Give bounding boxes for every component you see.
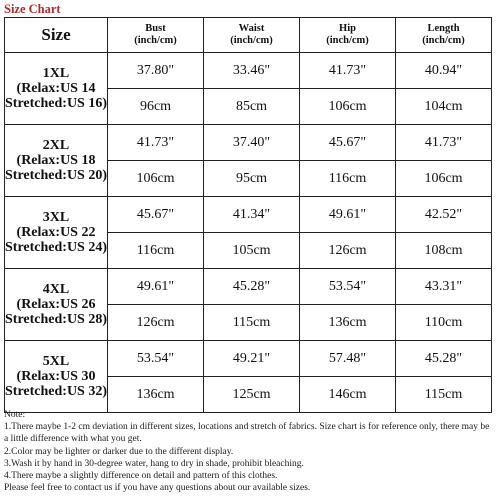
size-label-line: 4XL	[42, 282, 70, 297]
size-label-cell	[5, 341, 108, 413]
table-row-inch	[5, 125, 492, 161]
size-label-line: Stretched:US 28)	[5, 312, 108, 327]
column-header-name: Length	[427, 23, 460, 34]
size-label-line: (Relax:US 22	[16, 225, 96, 240]
table-row-inch	[5, 53, 492, 89]
measurement-cm-cell: 136cm	[300, 305, 396, 341]
measurement-cm-cell: 96cm	[108, 89, 204, 125]
size-label-cell	[5, 53, 108, 125]
size-label-line: Stretched:US 20)	[5, 168, 108, 183]
measurement-cm-cell: 85cm	[204, 89, 300, 125]
table-row-inch	[5, 341, 492, 377]
measurement-inch-cell: 49.61"	[108, 269, 204, 305]
size-label-line: Stretched:US 24)	[5, 240, 108, 255]
measurement-inch-cell: 41.73"	[300, 53, 396, 89]
measurement-cm-cell: 126cm	[300, 233, 396, 269]
measurement-cm-cell: 110cm	[396, 305, 492, 341]
measurement-cm-cell: 146cm	[300, 377, 396, 413]
measurement-inch-cell: 40.94"	[396, 53, 492, 89]
measurement-inch-cell: 41.34"	[204, 197, 300, 233]
size-label-line: (Relax:US 26	[16, 297, 96, 312]
note-line: 1.There maybe 1-2 cm deviation in different sizes, locations and stretch of fabrics. Size chart is for reference only, there may be a little difference with what you get.	[4, 422, 490, 445]
measurement-inch-cell: 41.73"	[108, 125, 204, 161]
measurement-cm-cell: 106cm	[396, 161, 492, 197]
size-label-line: (Relax:US 14	[16, 81, 96, 96]
measurement-inch-cell: 43.31"	[396, 269, 492, 305]
table-row-inch	[5, 269, 492, 305]
column-header-unit: (inch/cm)	[422, 35, 465, 46]
column-header-name: Bust	[145, 23, 166, 34]
length-column-header	[396, 18, 492, 53]
size-label-line: 2XL	[42, 138, 70, 153]
measurement-inch-cell: 49.61"	[300, 197, 396, 233]
column-header-unit: (inch/cm)	[134, 35, 177, 46]
size-chart-title: Size Chart	[4, 2, 61, 16]
size-column-header: Size	[5, 18, 108, 53]
note-line: 4.There maybe a slightly difference on detail and pattern of this clothes.	[4, 471, 278, 482]
note-line: 2.Color may be lighter or darker due to the different display.	[4, 446, 234, 457]
size-chart-table	[4, 17, 492, 413]
measurement-cm-cell: 106cm	[108, 161, 204, 197]
column-header-unit: (inch/cm)	[326, 35, 369, 46]
measurement-cm-cell: 106cm	[300, 89, 396, 125]
measurement-inch-cell: 42.52"	[396, 197, 492, 233]
measurement-cm-cell: 116cm	[300, 161, 396, 197]
size-label-cell	[5, 269, 108, 341]
measurement-cm-cell: 95cm	[204, 161, 300, 197]
measurement-cm-cell: 125cm	[204, 377, 300, 413]
measurement-inch-cell: 45.67"	[300, 125, 396, 161]
measurement-inch-cell: 53.54"	[300, 269, 396, 305]
size-label-cell	[5, 197, 108, 269]
table-header-row	[5, 18, 492, 53]
note-line: Note:	[4, 410, 26, 420]
size-label-line: (Relax:US 18	[16, 153, 96, 168]
size-label-line: 3XL	[42, 210, 70, 225]
size-label-line: 5XL	[42, 354, 70, 369]
measurement-cm-cell: 136cm	[108, 377, 204, 413]
measurement-cm-cell: 105cm	[204, 233, 300, 269]
table-row-inch	[5, 197, 492, 233]
measurement-inch-cell: 41.73"	[396, 125, 492, 161]
waist-column-header	[204, 18, 300, 53]
measurement-inch-cell: 45.28"	[204, 269, 300, 305]
column-header-name: Waist	[238, 23, 265, 34]
size-label-line: Stretched:US 32)	[5, 384, 108, 399]
measurement-inch-cell: 53.54"	[108, 341, 204, 377]
size-label-line: 1XL	[42, 66, 70, 81]
measurement-inch-cell: 45.28"	[396, 341, 492, 377]
measurement-inch-cell: 37.40"	[204, 125, 300, 161]
measurement-cm-cell: 116cm	[108, 233, 204, 269]
size-label-cell	[5, 125, 108, 197]
note-line: 3.Wash it by hand in 30-degree water, hang to dry in shade, prohibit bleaching.	[4, 458, 304, 469]
measurement-cm-cell: 108cm	[396, 233, 492, 269]
measurement-cm-cell: 115cm	[204, 305, 300, 341]
measurement-cm-cell: 104cm	[396, 89, 492, 125]
size-label-line: Stretched:US 16)	[5, 96, 108, 111]
measurement-inch-cell: 33.46"	[204, 53, 300, 89]
measurement-inch-cell: 45.67"	[108, 197, 204, 233]
hip-column-header	[300, 18, 396, 53]
column-header-name: Hip	[339, 23, 356, 34]
note-line: Please feel free to contact us if you have any questions about our available sizes.	[4, 483, 311, 494]
bust-column-header	[108, 18, 204, 53]
size-label-line: (Relax:US 30	[16, 369, 96, 384]
measurement-inch-cell: 57.48"	[300, 341, 396, 377]
notes-section	[4, 409, 494, 494]
measurement-inch-cell: 49.21"	[204, 341, 300, 377]
measurement-cm-cell: 126cm	[108, 305, 204, 341]
measurement-inch-cell: 37.80"	[108, 53, 204, 89]
measurement-cm-cell: 115cm	[396, 377, 492, 413]
column-header-unit: (inch/cm)	[230, 35, 273, 46]
